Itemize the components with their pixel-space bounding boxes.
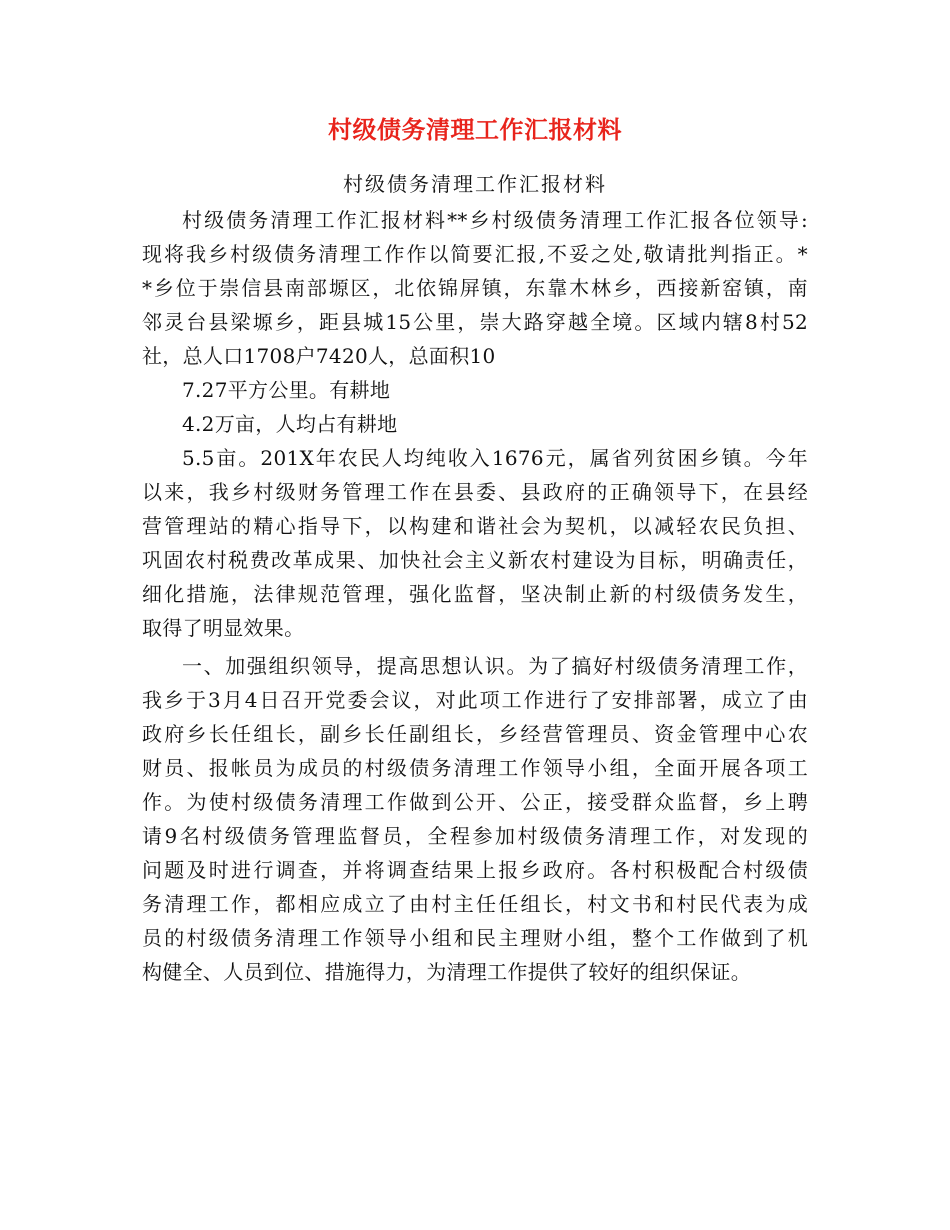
body-line: 现将我乡村级债务清理工作作以简要汇报,不妥之处,敬请批判指正。*	[142, 242, 808, 266]
body-line: 员的村级债务清理工作领导小组和民主理财小组，整个工作做到了机	[142, 926, 808, 950]
document-body	[142, 203, 808, 989]
document-subtitle: 村级债务清理工作汇报材料	[343, 172, 607, 196]
body-line: 巩固农村税费改革成果、加快社会主义新农村建设为目标，明确责任，	[142, 548, 808, 572]
body-line: 细化措施，法律规范管理，强化监督，坚决制止新的村级债务发生，	[142, 582, 808, 606]
body-line: 7.27平方公里。有耕地	[182, 378, 391, 402]
body-line: 村级债务清理工作汇报材料**乡村级债务清理工作汇报各位领导:	[182, 208, 808, 232]
body-line: 政府乡长任组长，副乡长任副组长，乡经营管理员、资金管理中心农	[142, 722, 808, 746]
document-title: 村级债务清理工作汇报材料	[328, 115, 622, 144]
body-line: 社，总人口1708户7420人，总面积10	[142, 344, 496, 368]
body-line: 请9名村级债务管理监督员，全程参加村级债务清理工作，对发现的	[142, 824, 808, 848]
body-line: 5.5亩。201X年农民人均纯收入1676元，属省列贫困乡镇。今年	[182, 446, 808, 470]
body-line: 以来，我乡村级财务管理工作在县委、县政府的正确领导下，在县经	[142, 480, 808, 504]
body-line: 问题及时进行调查，并将调查结果上报乡政府。各村积极配合村级债	[142, 858, 808, 882]
body-line: 构健全、人员到位、措施得力，为清理工作提供了较好的组织保证。	[142, 960, 751, 984]
body-line: 财员、报帐员为成员的村级债务清理工作领导小组，全面开展各项工	[142, 756, 808, 780]
body-line: *乡位于崇信县南部塬区，北依锦屏镇，东靠木林乡，西接新窑镇，南	[142, 276, 808, 300]
body-line: 4.2万亩，人均占有耕地	[182, 412, 398, 436]
body-line: 我乡于3月4日召开党委会议，对此项工作进行了安排部署，成立了由	[142, 688, 808, 712]
body-line: 作。为使村级债务清理工作做到公开、公正，接受群众监督，乡上聘	[142, 790, 808, 814]
body-line: 邻灵台县梁塬乡，距县城15公里，崇大路穿越全境。区域内辖8村52	[142, 310, 808, 334]
body-line: 务清理工作，都相应成立了由村主任任组长，村文书和村民代表为成	[142, 892, 808, 916]
body-line: 取得了明显效果。	[142, 616, 305, 640]
body-line: 营管理站的精心指导下，以构建和谐社会为契机，以减轻农民负担、	[142, 514, 808, 538]
body-line: 一、加强组织领导，提高思想认识。为了搞好村级债务清理工作，	[182, 654, 808, 678]
